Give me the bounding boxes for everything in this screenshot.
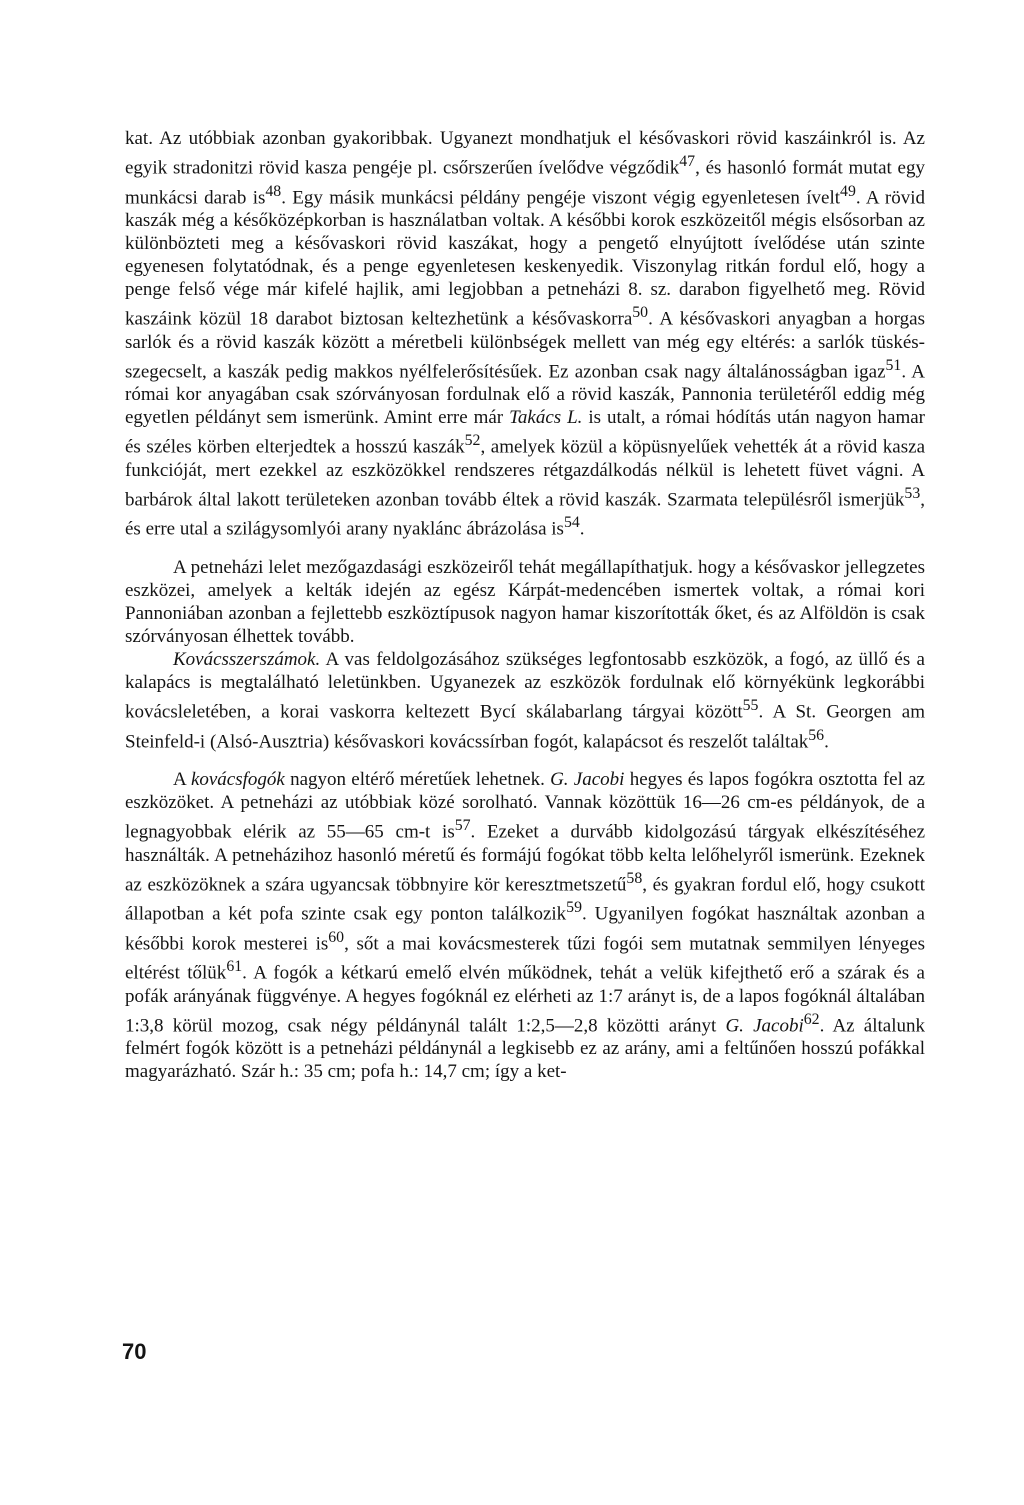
paragraph-2: A petneházi lelet mezőgazdasági eszközeiről tehát megállapíthatjuk. hogy a késővaskor jellegzetes eszközei, amelyek a kelták idején az egész Kárpát-medencében ismertek voltak, a római kori Pannoniában azonban a fejlettebb eszköztípusok nagyon hamar kiszorították őket, és az Alföldön is csak szórványosan élhettek tovább.	[125, 556, 925, 648]
paragraph-1: kat. Az utóbbiak azonban gyakoribbak. Ugyanezt mondhatjuk el késővaskori rövid kaszáinkról is. Az egyik stradonitzi rövid kasza pengéje pl. csőrszerűen ívelődve végződik$^{47}$, és hasonló formát mutat egy munkácsi darab $is^{48}$. Egy másik munkácsi példány pengéje viszont végig egyenletesen ívelt$^{49}$. A rövid kaszák még a későközépkorban is használatban voltak. A későbbi korok eszközeitől mégis elsősorban az különbözteti meg a késővaskori rövid kaszákat, hogy a pengető elnyújtott ívelődése után szinte egyenesen folytatódnak, és a penge egyenletesen keskenyedik. Viszonylag ritkán fordul elő, hogy a penge felső vége már kifelé hajlik, ami legjobban a petneházi 8. sz. darabon figyelhető meg. Rövid kaszáink közül 18 darabot biztosan keltezhetünk a késővaskorra$^{50}$. A késővaskori anyagban a horgas sarlók és a rövid kaszák között a méretbeli különbségek mellett van még egy eltérés: a sarlók tüskés-szegecselt, a kaszák pedig makkos nyélfelerősítésűek. Ez azonban csak nagy általánosságban igaz$^{51}$. A római kor anyagában csak szórványosan fordulnak elő a rövid kaszák, Pannonia területéről eddig még egyetlen példányt sem ismerünk. Amint erre már Takács L. is utalt, a római hódítás után nagyon hamar és széles körben elterjedtek a hosszú kaszák$^{52}$, amelyek közül a köpüsnyelűek vehették át a rövid kasza funkcióját, mert ezekkel az eszközökkel rendszeres rétgazdálkodás nélkül is lehetett füvet vágni. A barbárok által lakott területeken azonban tovább éltek a rövid kaszák. Szarmata településről ismerjük$^{53}$, és erre utal a szilágysomlyói arany nyaklánc ábrázolása $is^{54}$.	[125, 128, 926, 540]
body-text	[125, 127, 925, 1083]
page-number: 70	[122, 1339, 147, 1364]
paragraph-4: A kovácsfogók nagyon eltérő méretűek lehetnek. G. Jacobi hegyes és lapos fogókra osztotta fel az eszközöket. A petneházi az utóbbiak közé sorolható. Vannak közöttük 16—26 cm-es példányok, de a legnagyobbak elérik az 55—65 cm-t $is^{57}$. Ezeket a durvább kidolgozású tárgyak elkészítéséhez használták. A petneházihoz hasonló méretű és formájú fogókat több kelta lelőhelyről ismerünk. Ezeknek az eszközöknek a szára ugyancsak többnyire kör keresztmetszetű$^{58}$, és gyakran fordul elő, hogy csukott állapotban a két pofa szinte csak egy ponton találkozik$^{59}$. Ugyanilyen fogókat használtak azonban a későbbi korok mesterei $is^{60}$, sőt a mai kovácsmesterek tűzi fogói sem mutatnak semmilyen lényeges eltérést tőlük$^{61}$. A fogók a kétkarú emelő elvén működnek, tehát a velük kifejthető erő a szárak és a pofák arányának függvénye. A hegyes fogóknál ez elérheti az 1:7 arányt is, de a lapos fogóknál általában 1:3,8 körül mozog, csak négy példánynál talált 1:2,5—2,8 közötti arányt G. Jacobi$^{62}$. Az általunk felmért fogók között is a petneházi példánynál a legkisebb ez az arány, ami a feltűnően hosszú pofákkal magyarázható. Szár h.: 35 cm; pofa h.: 14,7 cm; így a ket-	[125, 769, 926, 1083]
paragraph-3: Kovácsszerszámok. A vas feldolgozásához szükséges legfontosabb eszközök, a fogó, az üllő és a kalapács is megtalálható leletünkben. Ugyanezek az eszközök fordulnak elő környékünk legkorábbi kovácsleletében, a korai vaskorra keltezett Bycí skálabarlang tárgyai között$^{55}$. A St. Georgen am Steinfeld-i (Alsó-Ausztria) késővaskori kovácssírban fogót, kalapácsot és reszelőt találtak$^{56}$.	[125, 649, 925, 753]
